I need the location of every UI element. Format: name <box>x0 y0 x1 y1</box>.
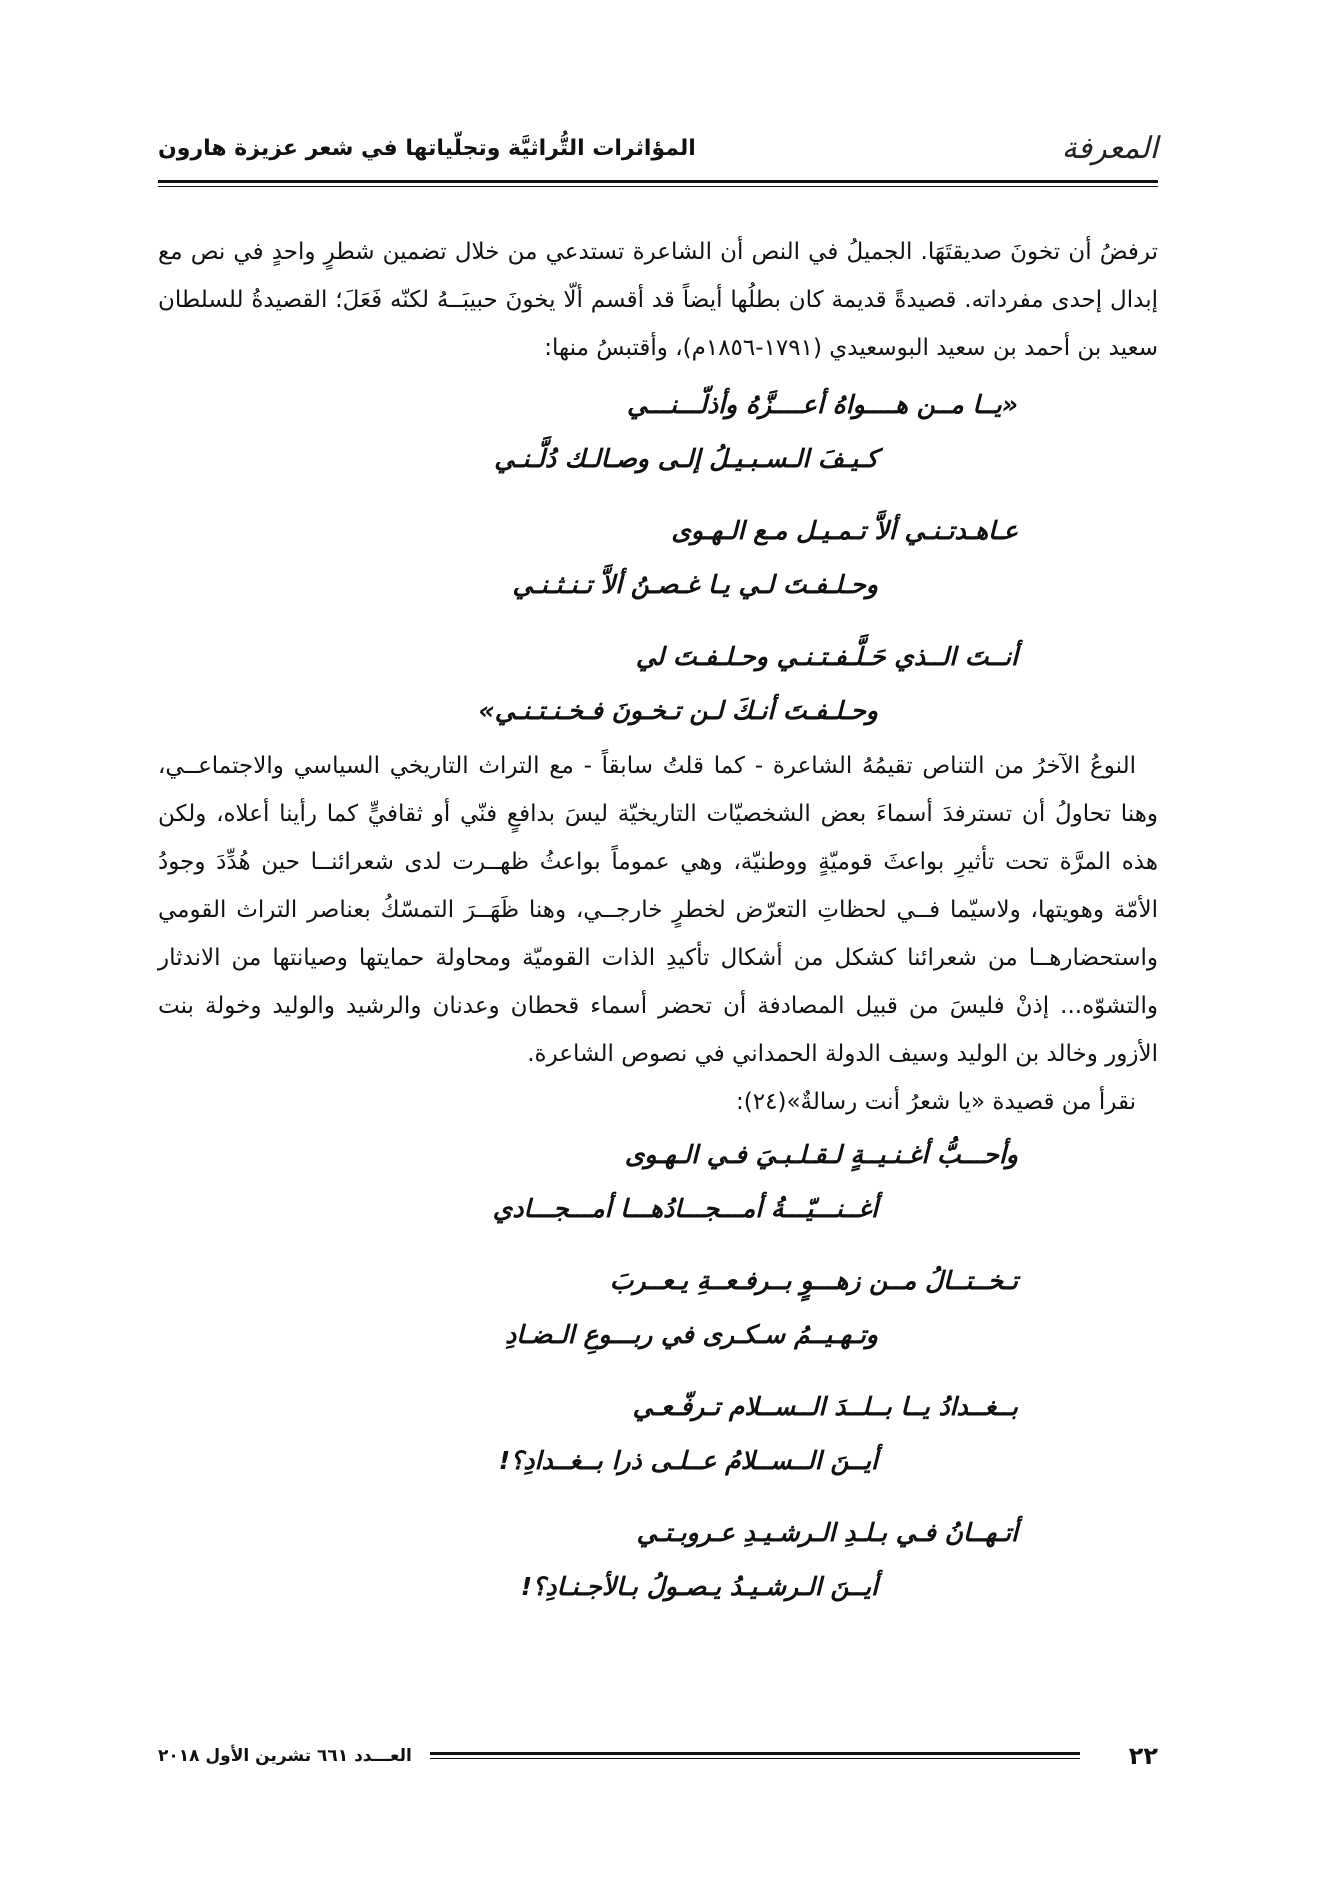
running-title: المؤاثرات التُّراثيَّة وتجلّياتها في شعر عزيزة هارون <box>158 135 696 161</box>
page-number: ٢٢ <box>1128 1742 1158 1770</box>
poem-line: وحـلـفـتَ أنـكَ لـن تـخـونَ فـخـنـتـنـي» <box>478 696 878 725</box>
header-rule <box>158 180 1158 183</box>
poem-line: أيــنَ الــســلامُ عــلـى ذرا بــغــدادِ؟! <box>498 1446 878 1475</box>
paragraph-poem-intro: نقرأ من قصيدة «يا شعرُ أنت رسالةٌ»(٢٤): <box>736 1089 1136 1115</box>
poem-line: أتـهــانُ فـي بـلـدِ الـرشـيـدِ عـروبـتـي <box>636 1518 1018 1547</box>
poem-line: وأحـــبُّ أغـنـيــةٍ لـقـلـبـيَ فـي الـهـوى <box>624 1140 1018 1169</box>
poem-line: تـخــتــالُ مــن زهـــوٍ بــرفـعــةِ يـعــربَ <box>609 1266 1018 1295</box>
page-footer <box>158 1736 1158 1776</box>
footer-rule <box>430 1751 1080 1761</box>
header-rule-thin <box>158 186 1158 187</box>
page-header <box>158 128 1158 168</box>
poem-quote-1 <box>158 378 1158 738</box>
poem-line: كـيـفَ الـسـبـيـلُ إلـى وصـالـك دُلَّـنـي <box>494 444 878 473</box>
poem-line: وحـلـفـتَ لـي يـا غـصـنُ ألاَّ تـنـثـنـي <box>512 570 878 599</box>
poem-quote-2 <box>158 1128 1158 1614</box>
poem-line: أغــنـــيّـــةُ أمـــجـــادُهـــا أمـــجـــادي <box>492 1194 878 1223</box>
article-body <box>158 228 1158 1614</box>
poem-line: وتـهـيــمُ سـكـرى في ربـــوعِ الـضـادِ <box>505 1320 878 1349</box>
journal-logo: المعرفة <box>1061 130 1158 166</box>
poem-line: أنــتَ الــذي حَـلَّـفـتـنـي وحـلـفـتَ لي <box>635 642 1018 671</box>
issue-info: العـــدد ٦٦١ تشرين الأول ٢٠١٨ <box>158 1746 412 1766</box>
poem-line: بــغــدادُ يــا بــلــدَ الــســلام تـرفّـعـي <box>632 1392 1018 1421</box>
poem-line: أيــنَ الـرشـيـدُ يـصـولُ بـالأجـنـادِ؟! <box>520 1572 878 1601</box>
poem-line: «يــا مــن هــــواهُ أعــــزَّهُ وأذلّـــنـــي <box>627 390 1018 419</box>
poem-line: عـاهـدتـنـي ألاَّ تـمـيـل مـع الـهـوى <box>671 516 1018 545</box>
paragraph-intro: ترفضُ أن تخونَ صديقتَهَا. الجميلُ في النص أن الشاعرة تستدعي من خلال تضمين شطرٍ واحدٍ في نص مع إبدال إحدى مفرداته. قصيدةً قديمة كان بطلُها أيضاً قد أقسم ألّا يخونَ حبيبَــهُ لكنّه فَعَلَ؛ القصيدةُ للسلطان سعيد بن أحمد بن سعيد البوسعيدي (١٧٩١-١٨٥٦م)، وأقتبسُ منها: <box>158 239 1158 361</box>
paragraph-main: النوعُ الآخرُ من التناص تقيمُهُ الشاعرة - كما قلتُ سابقاً - مع التراث التاريخي السياسي والاجتماعــي، وهنا تحاولُ أن تسترفدَ أسماءَ بعض الشخصيّات التاريخيّة ليسَ بدافعٍ فنّي أو ثقافيٍّ كما رأينا أعلاه، ولكن هذه المرَّة تحت تأثيرِ بواعثَ قوميّةٍ ووطنيّة، وهي عموماً بواعثُ ظهــرت لدى شعرائنــا حين هُدِّدَ وجودُ الأمّة وهويتها، ولاسيّما فــي لحظاتِ التعرّض لخطرٍ خارجــي، وهنا ظَهَــرَ التمسّكُ بعناصر التراث القومي واستحضارهــا من شعرائنا كشكل من أشكال تأكيدِ الذات القوميّة ومحاولة حمايتها وصيانتها من الاندثار والتشوّه... إذنْ فليسَ من قبيل المصادفة أن تحضر أسماء قحطان وعدنان والرشيد والوليد وخولة بنت الأزور وخالد بن الوليد وسيف الدولة الحمداني في نصوص الشاعرة. <box>158 753 1158 1067</box>
